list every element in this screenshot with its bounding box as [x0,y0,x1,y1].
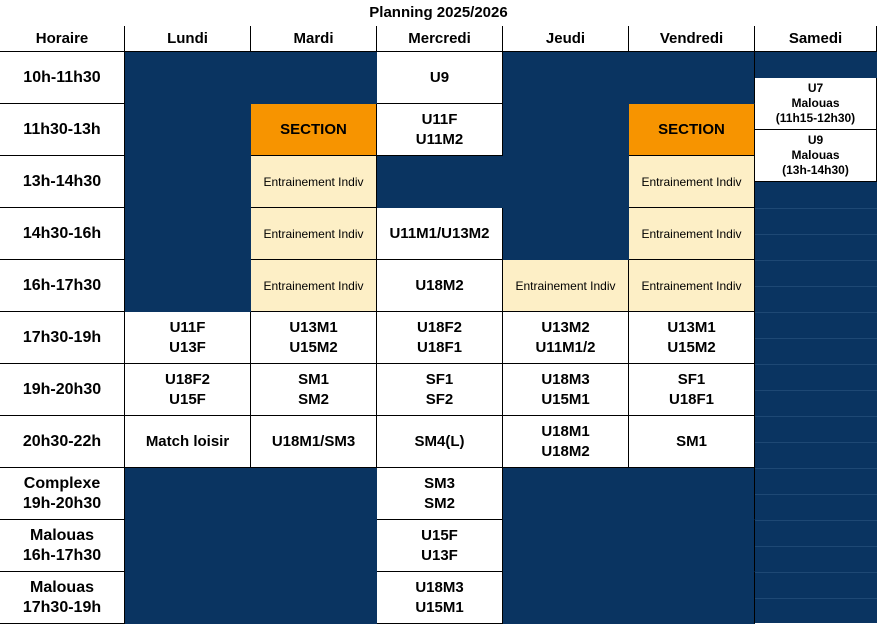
cell-text: U15M2 [667,338,716,356]
cell-text: SF1 [425,370,454,388]
lundi-slot-r9 [125,520,251,572]
vendredi-slot-r10 [629,572,755,624]
time-slot [0,468,125,520]
mardi-slot-r5 [251,312,377,364]
lundi-slot-r0 [125,52,251,104]
jeudi-slot-r6 [503,364,629,416]
cell-text: Match loisir [145,432,230,450]
jeudi-slot-r10 [503,572,629,624]
cell-text: U11M1/2 [535,338,596,356]
header-mercredi [377,26,503,52]
mardi-slot-r2 [251,156,377,208]
mercredi-slot-r4 [377,260,503,312]
cell-text: U11F [421,110,458,128]
cell-text: Malouas [791,148,840,162]
samedi-row-divider [755,208,877,209]
cell-text: 17h30-19h [22,328,102,346]
cell-text: U15F [169,390,206,408]
samedi-row-divider [755,546,877,547]
lundi-slot-r8 [125,468,251,520]
cell-text: 13h-14h30 [22,172,102,190]
samedi-row-divider [755,572,877,573]
cell-text: U18M3 [541,370,590,388]
cell-text: U18F1 [416,338,463,356]
header-mardi [251,26,377,52]
page-title: Planning 2025/2026 [369,4,508,21]
mercredi-slot-r1 [377,104,503,156]
vendredi-slot-r9 [629,520,755,572]
lundi-slot-r7 [125,416,251,468]
time-slot [0,208,125,260]
cell-text: SF2 [425,390,454,408]
cell-text: SM1 [298,370,329,388]
cell-text: (13h-14h30) [782,163,849,177]
cell-text: U7 [807,81,824,95]
cell-text: SM2 [424,494,455,512]
samedi-row-divider [755,494,877,495]
mercredi-slot-r5 [377,312,503,364]
cell-text: U11M1/U13M2 [389,224,490,242]
time-slot [0,104,125,156]
cell-text: Mardi [293,29,334,47]
vendredi-slot-r3 [629,208,755,260]
cell-text: Malouas [29,578,94,596]
mercredi-slot-r6 [377,364,503,416]
cell-text: U13M1 [667,318,716,336]
mardi-slot-r7 [251,416,377,468]
mercredi-slot-r2 [377,156,503,208]
jeudi-slot-r5 [503,312,629,364]
cell-text: 16h-17h30 [22,546,102,564]
cell-text: SECTION [280,120,347,138]
time-slot [0,52,125,104]
time-slot [0,520,125,572]
samedi-slot-u9 [755,130,877,182]
jeudi-slot-r0 [503,52,629,104]
cell-text: U18M2 [415,276,464,294]
jeudi-slot-r4 [503,260,629,312]
vendredi-slot-r8 [629,468,755,520]
cell-text: Malouas [29,526,94,544]
lundi-slot-r6 [125,364,251,416]
mardi-slot-r4 [251,260,377,312]
cell-text: U18F2 [164,370,211,388]
cell-text: Entrainement Indiv [263,278,364,293]
vendredi-slot-r4 [629,260,755,312]
cell-text: Entrainement Indiv [641,174,742,189]
samedi-slot-empty-bottom [755,182,877,623]
samedi-row-divider [755,442,877,443]
time-slot [0,416,125,468]
samedi-row-divider [755,520,877,521]
header-jeudi [503,26,629,52]
cell-text: Mercredi [408,29,471,47]
mardi-slot-r0 [251,52,377,104]
cell-text: Entrainement Indiv [263,174,364,189]
mercredi-slot-r9 [377,520,503,572]
header-horaire [0,26,125,52]
cell-text: Entrainement Indiv [515,278,616,293]
lundi-slot-r2 [125,156,251,208]
cell-text: U18F1 [668,390,715,408]
cell-text: Malouas [791,96,840,110]
cell-text: 19h-20h30 [22,494,102,512]
cell-text: U9 [807,133,824,147]
samedi-row-divider [755,390,877,391]
cell-text: (11h15-12h30) [775,111,856,125]
mardi-slot-r10 [251,572,377,624]
mardi-slot-r1 [251,104,377,156]
cell-text: U9 [429,68,450,86]
vendredi-slot-r7 [629,416,755,468]
cell-text: 19h-20h30 [22,380,102,398]
cell-text: U11M2 [415,130,464,148]
cell-text: U15M2 [289,338,338,356]
header-vendredi [629,26,755,52]
mercredi-slot-r3 [377,208,503,260]
mercredi-slot-r10 [377,572,503,624]
time-slot [0,312,125,364]
mercredi-slot-r8 [377,468,503,520]
samedi-row-divider [755,338,877,339]
samedi-row-divider [755,364,877,365]
lundi-slot-r4 [125,260,251,312]
cell-text: 17h30-19h [22,598,102,616]
cell-text: Vendredi [659,29,724,47]
cell-text: U18M1 [541,422,590,440]
cell-text: SECTION [658,120,725,138]
cell-text: U13F [421,546,458,564]
cell-text: U15M1 [541,390,590,408]
cell-text: Entrainement Indiv [641,226,742,241]
schedule-table [0,26,877,623]
jeudi-slot-r8 [503,468,629,520]
cell-text: U18M3 [415,578,464,596]
cell-text: Entrainement Indiv [641,278,742,293]
cell-text: Entrainement Indiv [263,226,364,241]
samedi-row-divider [755,286,877,287]
mardi-slot-r3 [251,208,377,260]
cell-text: SM2 [298,390,329,408]
jeudi-slot-r3 [503,208,629,260]
vendredi-slot-r5 [629,312,755,364]
header-lundi [125,26,251,52]
jeudi-slot-r9 [503,520,629,572]
cell-text: U13M2 [541,318,590,336]
vendredi-slot-r0 [629,52,755,104]
cell-text: U15M1 [415,598,464,616]
samedi-slot-u7 [755,78,877,130]
cell-text: 14h30-16h [22,224,102,242]
mardi-slot-r6 [251,364,377,416]
cell-text: SF1 [677,370,706,388]
samedi-row-divider [755,468,877,469]
mardi-slot-r9 [251,520,377,572]
time-slot [0,364,125,416]
cell-text: 16h-17h30 [22,276,102,294]
time-slot [0,572,125,624]
cell-text: 11h30-13h [23,120,101,138]
cell-text: U18M2 [541,442,590,460]
samedi-row-divider [755,598,877,599]
vendredi-slot-r2 [629,156,755,208]
jeudi-slot-r2 [503,156,629,208]
cell-text: SM1 [676,432,707,450]
cell-text: U13F [169,338,206,356]
mercredi-slot-r0 [377,52,503,104]
mercredi-slot-r7 [377,416,503,468]
cell-text: U11F [169,318,206,336]
vendredi-slot-r6 [629,364,755,416]
samedi-row-divider [755,312,877,313]
time-slot [0,260,125,312]
vendredi-slot-r1 [629,104,755,156]
cell-text: U15F [421,526,458,544]
header-samedi [755,26,877,52]
cell-text: U13M1 [289,318,338,336]
cell-text: Lundi [167,29,208,47]
cell-text: U18F2 [416,318,463,336]
lundi-slot-r3 [125,208,251,260]
cell-text: 10h-11h30 [23,68,101,86]
lundi-slot-r1 [125,104,251,156]
cell-text: SM4(L) [414,432,465,450]
samedi-row-divider [755,416,877,417]
cell-text: SM3 [424,474,455,492]
lundi-slot-r10 [125,572,251,624]
mardi-slot-r8 [251,468,377,520]
samedi-row-divider [755,260,877,261]
time-slot [0,156,125,208]
cell-text: Samedi [788,29,843,47]
jeudi-slot-r1 [503,104,629,156]
lundi-slot-r5 [125,312,251,364]
cell-text: Horaire [35,29,89,47]
cell-text: U18M1/SM3 [271,432,356,450]
jeudi-slot-r7 [503,416,629,468]
samedi-slot-empty-top [755,52,877,78]
samedi-row-divider [755,234,877,235]
cell-text: Complexe [23,474,101,492]
cell-text: 20h30-22h [22,432,102,450]
cell-text: Jeudi [545,29,586,47]
